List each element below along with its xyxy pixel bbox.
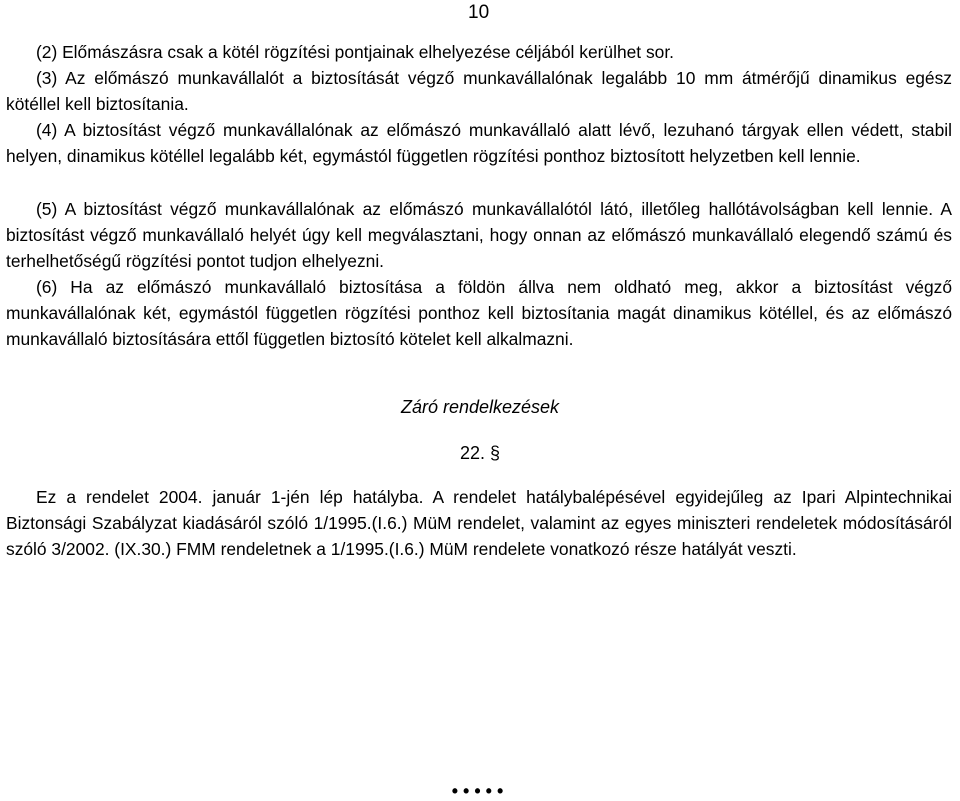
page-number: 10 [468, 2, 490, 23]
paragraph-6: (6) Ha az előmászó munkavállaló biztosítása a földön állva nem oldható meg, akkor a biztosítást végző munkavállalónak két, egymástól független rögzítési ponthoz kell biztosítania magát dinamikus kötéllel, és az előmászó munkavállaló biztosítására ettől független biztosító kötelet kell alkalmazni. [6, 277, 952, 349]
paragraph-2: (2) Előmászásra csak a kötél rögzítési pontjainak elhelyezése céljából kerülhet sor. [36, 42, 674, 62]
paragraph-3: (3) Az előmászó munkavállalót a biztosítását végző munkavállalónak legalább 10 mm átmérőjű dinamikus egész kötéllel kell biztosítania. [6, 68, 952, 114]
closing-mark: ••••• [451, 781, 509, 801]
paragraph-4: (4) A biztosítást végző munkavállalónak az előmászó munkavállaló alatt lévő, lezuhanó tárgyak ellen védett, stabil helyen, dinamikus kötéllel legalább két, egymástól független rögzítési ponthoz biztosított helyzetben kell lennie. [6, 120, 952, 166]
final-paragraph: Ez a rendelet 2004. január 1-jén lép hatályba. A rendelet hatálybalépésével egyidejűleg az Ipari Alpintechnikai Biztonsági Szabályzat kiadásáról szóló 1/1995.(I.6.) MüM rendelet, valamint az egyes miniszteri rendeletek módosításáról szóló 3/2002. (IX.30.) FMM rendeletnek a 1/1995.(I.6.) MüM rendelete vonatkozó része hatályát veszti. [6, 487, 952, 559]
paragraph-5: (5) A biztosítást végző munkavállalónak az előmászó munkavállalótól látó, illetőleg hallótávolságban kell lennie. A biztosítást végző munkavállaló helyét úgy kell megválasztani, hogy onnan az előmászó munkavállaló elegendő számú és terhelhetőségű rögzítési pontot tudjon elhelyezni. [6, 199, 952, 271]
section-number: 22. § [459, 443, 501, 463]
section-title: Záró rendelkezések [400, 397, 560, 417]
